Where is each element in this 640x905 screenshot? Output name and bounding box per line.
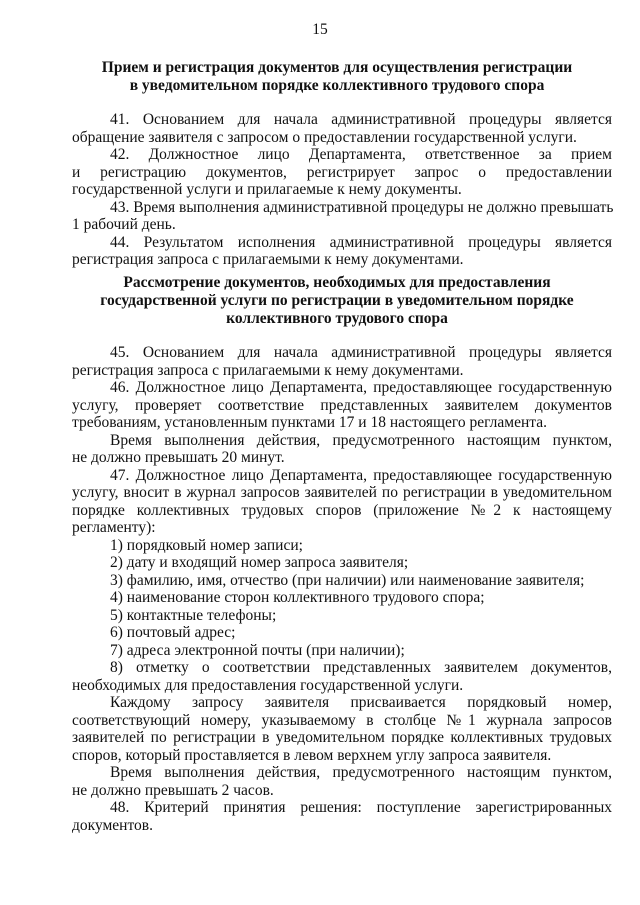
paragraph	[72, 799, 612, 834]
text-line: и регистрацию документов, регистрирует запрос о предоставлении	[72, 163, 612, 181]
paragraph	[72, 624, 612, 642]
text-line: споров, который проставляется в левом верхнем углу запроса заявителя.	[72, 746, 552, 764]
text-line: государственной услуги и прилагаемые к нему документы.	[72, 181, 462, 198]
text-line: 48. Критерий принятия решения: поступление зарегистрированных	[110, 799, 612, 816]
text-line: 43. Время выполнения административной процедуры не должно превышать	[110, 198, 614, 216]
text-line: 1) порядковый номер записи;	[110, 536, 303, 554]
heading-line: Рассмотрение документов, необходимых для предоставления	[123, 274, 551, 291]
section-body-review	[72, 344, 612, 834]
paragraph	[72, 146, 612, 199]
paragraph	[72, 642, 612, 660]
paragraph	[72, 607, 612, 625]
paragraph	[72, 572, 612, 590]
text-line: 4) наименование сторон коллективного трудового спора;	[110, 589, 485, 606]
text-line: 45. Основанием для начала административной процедуры является	[110, 344, 612, 361]
text-line: регистрация запроса с прилагаемыми к нему документами.	[72, 361, 464, 379]
text-line: Каждому запросу заявителя присваивается порядковый номер,	[110, 694, 612, 711]
paragraph	[72, 199, 612, 234]
text-line: 7) адреса электронной почты (при наличии);	[110, 641, 405, 659]
heading-line: коллективного трудового спора	[226, 310, 448, 327]
text-line: Время выполнения действия, предусмотренного настоящим пунктом,	[110, 431, 612, 449]
text-line: 1 рабочий день.	[72, 216, 176, 233]
paragraph	[72, 764, 612, 799]
text-line: порядке коллективных трудовых споров (приложение №2 к настоящему	[72, 501, 612, 519]
text-line: 6) почтовый адрес;	[110, 624, 236, 641]
page-number: 15	[312, 21, 328, 38]
text-line: регистрация запроса с прилагаемыми к нему документами.	[72, 251, 464, 268]
text-line: обращение заявителя с запросом о предоставлении государственной услуги.	[72, 128, 577, 146]
text-line: 8) отметку о соответствии представленных заявителем документов,	[110, 659, 612, 676]
heading-line: Прием и регистрация документов для осуществления регистрации	[101, 59, 573, 76]
text-line: 3) фамилию, имя, отчество (при наличии) или наименование заявителя;	[110, 571, 585, 589]
text-line: 41. Основанием для начала административной процедуры является	[110, 111, 612, 128]
text-line: 5) контактные телефоны;	[110, 606, 277, 624]
paragraph	[72, 111, 612, 146]
text-line: соответствующий номеру, указываемому в столбце №1 журнала запросов	[72, 711, 612, 729]
paragraph	[72, 589, 612, 607]
paragraph	[72, 234, 612, 269]
paragraph	[72, 694, 612, 764]
paragraph	[72, 379, 612, 432]
text-line: заявителей по регистрации в уведомительном порядке коллективных трудовых	[72, 729, 612, 746]
text-line: 47. Должностное лицо Департамента, предоставляющее государственную	[110, 466, 612, 484]
text-line: регламенту):	[72, 519, 156, 536]
paragraph	[72, 554, 612, 572]
text-line: услугу, вносит в журнал запросов заявителей по регистрации в уведомительном	[72, 484, 612, 501]
text-line: 42. Должностное лицо Департамента, ответственное за прием	[110, 146, 612, 163]
text-line: 44. Результатом исполнения административной процедуры является	[110, 233, 612, 251]
paragraph	[72, 344, 612, 379]
text-line: Время выполнения действия, предусмотренного настоящим пунктом,	[110, 764, 612, 781]
text-line: 46. Должностное лицо Департамента, предоставляющее государственную	[110, 379, 612, 396]
section-heading-review	[96, 274, 578, 328]
paragraph	[72, 432, 612, 467]
text-line: документов.	[72, 816, 153, 834]
section-body-reception	[72, 111, 612, 269]
text-line: услугу, проверяет соответствие представленных заявителем документов	[72, 396, 612, 414]
paragraph	[72, 467, 612, 537]
text-line: 2) дату и входящий номер запроса заявителя;	[110, 554, 409, 571]
section-heading-reception	[96, 59, 578, 95]
text-line: не должно превышать 20 минут.	[72, 449, 285, 466]
paragraph	[72, 659, 612, 694]
text-line: необходимых для предоставления государственной услуги.	[72, 676, 464, 694]
paragraph	[72, 537, 612, 555]
text-line: требованиям, установленным пунктами 17 и 18 настоящего регламента.	[72, 414, 547, 431]
heading-line: государственной услуги по регистрации в уведомительном порядке	[100, 292, 574, 309]
text-line: не должно превышать 2 часов.	[72, 781, 274, 799]
heading-line: в уведомительном порядке коллективного трудового спора	[129, 77, 545, 94]
